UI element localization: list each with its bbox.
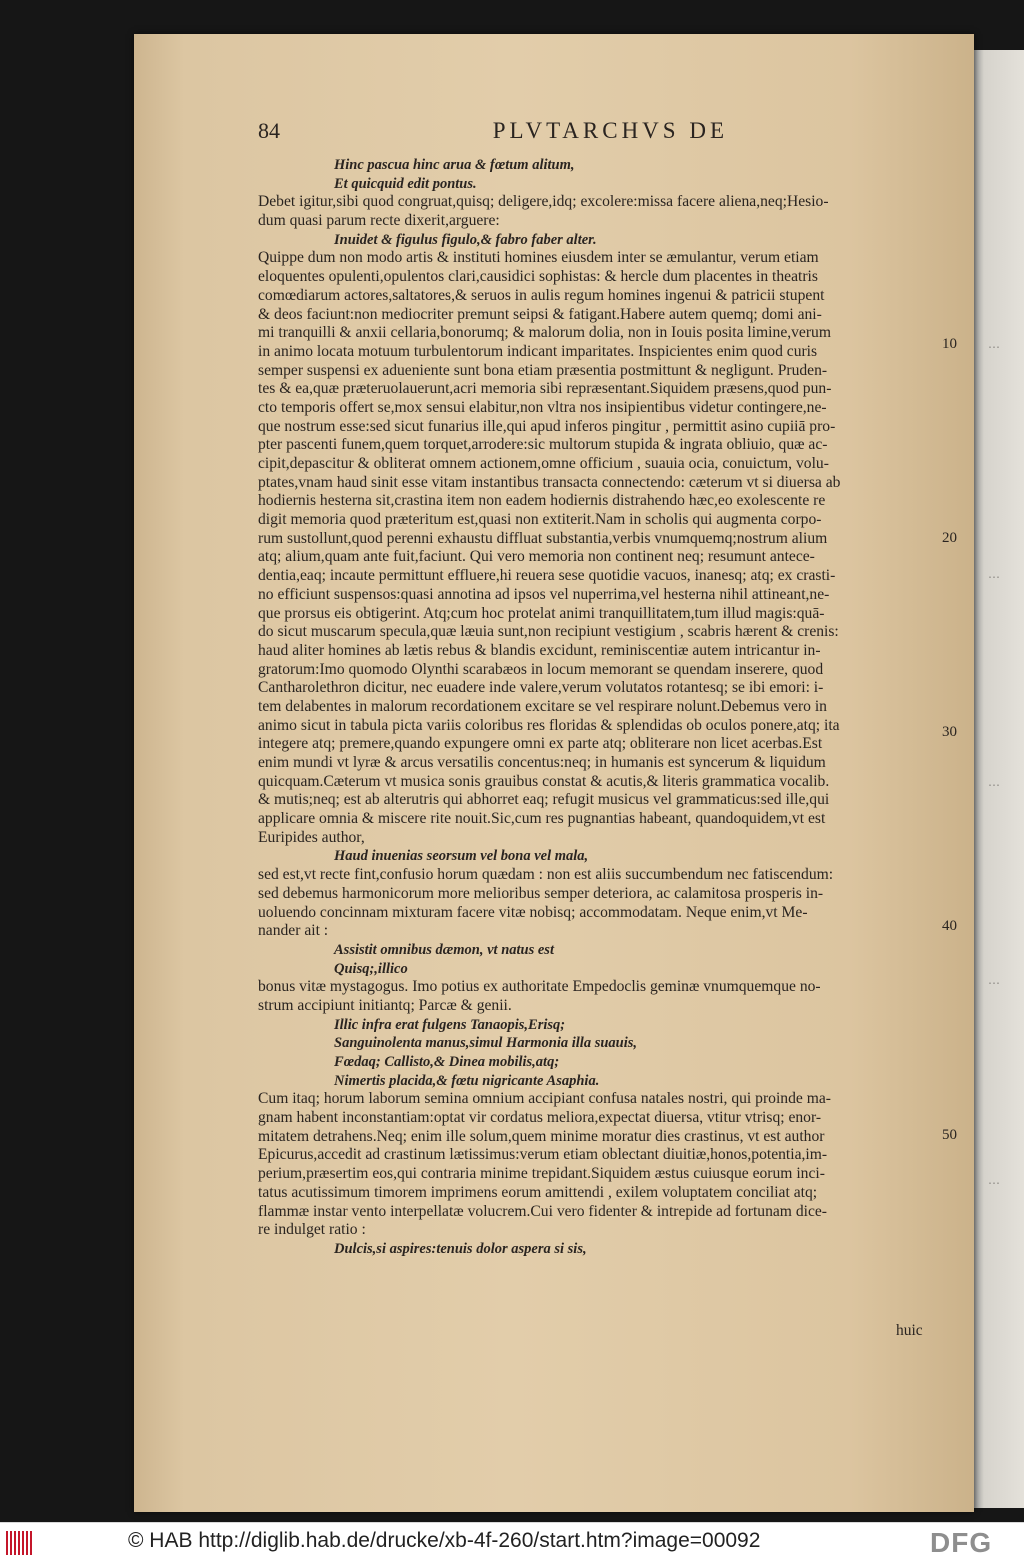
copyright-credit: © HAB http://diglib.hab.de/drucke/xb-4f-260/start.htm?image=00092: [128, 1529, 761, 1552]
text-line: semper suspensi ex adueniente sunt bona etiam præsentia postmittunt & negligunt. Pruden-: [258, 361, 828, 379]
text-line: & mutis;neq; est ab alterutris qui abhorret eaq; refugit musicus vel grammaticus:sed ille,qui: [258, 791, 830, 809]
margin-line-number: 40: [942, 918, 957, 934]
page-number: 84: [258, 118, 280, 143]
running-head: [258, 118, 728, 148]
text-line: gratorum:Imo quomodo Olynthi scarabæos in locum memorant se quendam inserere, quod: [258, 660, 824, 678]
catchword: huic: [896, 1322, 923, 1339]
text-line: no efficiunt suspensos:quasi annotina ad ipsos vel nuperrima,vel hesterna nihil attineant,ne-: [258, 585, 830, 603]
margin-line-number: 30: [942, 724, 957, 740]
text-line: mi tranquilli & anxii cellaria,bonorumq; & malorum dolia, non in Iouis posita limine,verum: [258, 324, 831, 342]
margin-line-number: 20: [942, 530, 957, 546]
verse-line: Et quicquid edit pontus.: [334, 175, 477, 192]
verse-line: Assistit omnibus dæmon, vt natus est: [334, 941, 554, 958]
text-line: hodiernis hesterna sit,crastina item non eadem hodiernis distrahendo hæc,eo exolescente re: [258, 492, 826, 510]
text-line: enim mundi vt lyræ & arcus versatilis concentus:neq; in humanis est syncerum & liquidum: [258, 754, 826, 771]
body-text: [258, 156, 938, 1259]
text-line: dentia,eaq; incaute permittunt effluere,hi reuera sese quotidie vacuos, inanesq; atq; ex crasti-: [258, 567, 836, 585]
adjacent-page-edge: [974, 50, 1024, 1508]
verse-line: Fœdaq; Callisto,& Dinea mobilis,atq;: [334, 1054, 560, 1070]
text-line: animo sicut in tabula picta variis coloribus res floridas & splendidas ob oculos ponere,atq; ita: [258, 716, 840, 734]
text-line: Debet igitur,sibi quod congruat,quisq; deligere,idq; excolere:missa facere aliena,neq;Hesio-: [258, 193, 829, 211]
text-line: & deos faciunt:non mediocriter premunt seipsi & fatigant.Habere autem quemq; domi ani-: [258, 305, 822, 323]
text-line: sed est,vt recte fint,confusio horum quædam : non est aliis succumbendum nec fatiscendum:: [258, 866, 834, 884]
adjacent-page-ghost-mark: ⋯: [988, 1176, 1000, 1190]
verse-line: Inuidet & figulus figulo,& fabro faber alter.: [334, 231, 597, 248]
margin-line-number: 10: [942, 336, 957, 352]
verse-line: Hinc pascua hinc arua & fœtum alitum,: [334, 157, 575, 173]
text-line: in animo locata motuum turbulentorum indicant imparitates. Inspicientes enim quod curis: [258, 342, 818, 360]
text-line: ptates,vnam haud sinit esse vitam instantibus transacta connectendo: cæterum vt si diuersa ab: [258, 473, 841, 491]
text-line: rum sustollunt,quod perenni exhaustu diffluat substantia,verbis vnumquemq;nostrum alium: [258, 529, 828, 547]
text-line: que prorsus eis obtigerint. Atq;cum hoc protelat animi tranquillitatem,tum illud magis:quā-: [258, 604, 825, 622]
verse-line: Illic infra erat fulgens Tanaopis,Erisq;: [334, 1016, 566, 1033]
text-line: tatus acutissimum timorem imprimens eorum amittendi , exilem voluptatem conciliat atq;: [258, 1183, 818, 1201]
text-line: cipit,depascitur & obliterat omnem actionem,omne officium , suauia ocia, conuictum, volu-: [258, 455, 829, 472]
text-line: eloquentes opulenti,opulentos clari,causidici sophistas: & hercle dum placentes in theatris: [258, 268, 818, 286]
verse-line: Haud inuenias seorsum vel bona vel mala,: [334, 848, 589, 865]
text-line: digit memoria quod præteritum est,quasi non extiterit.Nam in scholis qui augmenta corpo-: [258, 511, 822, 529]
text-line: quicquam.Cæterum vt musica sonis grauibus constat & acutis,& literis grammatica vocalib.: [258, 772, 830, 790]
verse-line: Dulcis,si aspires:tenuis dolor aspera si sis,: [334, 1240, 587, 1257]
text-line: integere atq; premere,quando expungere omni ex parte atq; obliterare non licet acerbas.Est: [258, 735, 823, 753]
text-line: que nostrum esse:sed sicut funarius ille,qui apud inferos pingitur , permittit asino cupiiā pro-: [258, 417, 836, 435]
text-line: flammæ instar vento interpellatæ volucrem.Cui vero fidenter & intrepide ad fortunam dice-: [258, 1202, 827, 1220]
text-line: Quippe dum non modo artis & instituti homines eiusdem inter se æmulantur, verum etiam: [258, 249, 819, 267]
text-line: bonus vitæ mystagogus. Imo potius ex authoritate Empedoclis geminæ vnumquemque no-: [258, 978, 821, 996]
text-line: re indulget ratio :: [258, 1221, 366, 1239]
text-line: Cum itaq; horum laborum semina omnium accipiant confusa natales nostri, qui proinde ma-: [258, 1090, 831, 1108]
text-line: sed debemus harmonicorum more melioribus semper deteriora, ac calamitosa prosperis in-: [258, 884, 824, 902]
text-line: perium,præsertim eos,qui contraria minime trepidant.Siquidem æstus cuiusque eorum inci-: [258, 1165, 825, 1183]
text-line: strum accipiunt initiantq; Parcæ & genii.: [258, 996, 512, 1014]
adjacent-page-ghost-mark: ⋯: [988, 976, 1000, 990]
text-line: tes & ea,quæ præteruolauerunt,acri memoria sibi repræsentant.Siquidem præsens,quod pun-: [258, 380, 832, 398]
dfg-logo: DFG: [930, 1527, 993, 1558]
running-title: PLVTARCHVS DE: [492, 118, 728, 143]
barcode-icon: [6, 1531, 36, 1555]
text-line: Epicurus,accedit ad crastinum lætissimus:verum etiam oblectant diuitiæ,honos,potentia,im-: [258, 1146, 828, 1164]
adjacent-page-ghost-mark: ⋯: [988, 778, 1000, 792]
text-line: cto temporis offert se,mox sensui elabitur,non vltra nos insipientibus videtur contingere,ne-: [258, 398, 827, 416]
margin-line-number: 50: [942, 1127, 957, 1143]
text-line: pter pascenti funem,quem torquet,arrodere:sic multorum stupida & ingrata obliuio, quæ ac-: [258, 436, 828, 454]
text-line: tem delabentes in malorum recordationem excitare se vel respirare nolunt.Debemus vero in: [258, 697, 827, 715]
text-line: mitatem detrahens.Neq; enim ille solum,quem minime moratur dies crastinus, vt est author: [258, 1127, 825, 1145]
adjacent-page-ghost-mark: ⋯: [988, 340, 1000, 354]
text-line: atq; alium,quam ante fuit,faciunt. Qui vero memoria non continent neq; resumunt antece-: [258, 548, 815, 566]
text-line: Euripides author,: [258, 828, 365, 846]
text-line: Cantharolethron dicitur, nec euadere inde valere,verum volutatos rotantesq; se ibi emori: i-: [258, 679, 824, 697]
adjacent-page-ghost-mark: ⋯: [988, 570, 1000, 584]
text-line: gnam habent inconstantiam:optat vir cordatus meliora,expectat diuersa, vtitur vtrisq; enor-: [258, 1109, 822, 1127]
text-line: do sicut muscarum specula,quæ læuia sunt,non recipiunt vestigium , scabris hærent & crenis:: [258, 623, 839, 641]
text-line: haud aliter homines ab lætis rebus & blandis excidunt, reminiscentiæ autem intricantur in-: [258, 641, 821, 659]
text-line: comœdiarum actores,saltatores,& seruos in aulis regum homines ingenui & patricii stupent: [258, 286, 825, 304]
text-line: nander ait :: [258, 922, 329, 940]
footer-bar: [0, 1522, 1024, 1563]
text-line: dum quasi parum recte dixerit,arguere:: [258, 212, 500, 230]
verse-line: Sanguinolenta manus,simul Harmonia illa suauis,: [334, 1035, 638, 1052]
text-line: uoluendo concinnam mixturam facere vitæ nobisq; accommodatam. Neque enim,vt Me-: [258, 903, 808, 921]
verse-line: Quisq;,illico: [334, 960, 408, 977]
text-line: applicare omnia & miscere rite nouit.Sic,cum res pugnantias habeant, quandoquidem,vt est: [258, 810, 826, 828]
verse-line: Nimertis placida,& fœtu nigricante Asaphia.: [334, 1072, 600, 1089]
